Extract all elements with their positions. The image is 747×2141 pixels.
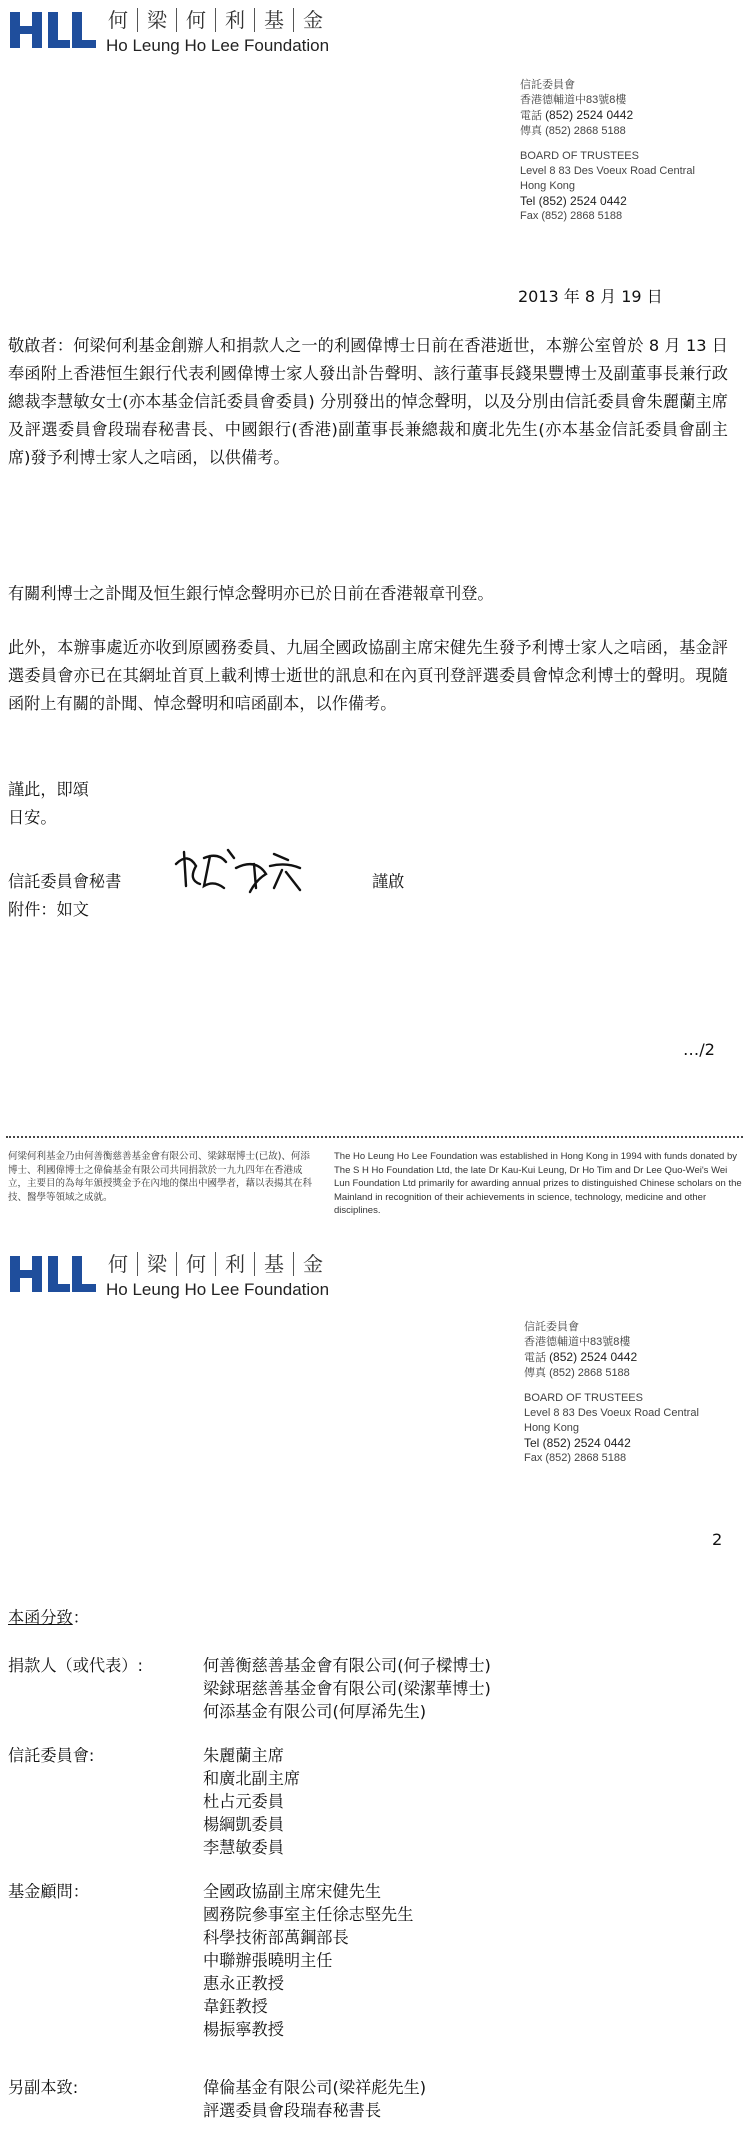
cn-title: 信託委員會 <box>520 79 575 91</box>
en-title: BOARD OF TRUSTEES <box>520 150 639 162</box>
group-copies <box>8 2076 426 2122</box>
foundation-logo-page2 <box>8 1252 332 1300</box>
letter-date: 2013 年 8 月 19 日 <box>518 287 663 306</box>
list-item: 李慧敏委員 <box>203 1838 284 1857</box>
list-item: 梁銶琚慈善基金會有限公司(梁潔華博士) <box>203 1679 491 1698</box>
logo-chinese-name: 何 梁 何 利 基 金 <box>106 8 332 32</box>
list-item: 全國政協副主席宋健先生 <box>203 1882 382 1901</box>
en-fax: Fax (852) 2868 5188 <box>520 210 623 222</box>
list-item: 楊振寧教授 <box>203 2020 284 2039</box>
hlhl-logo-icon <box>8 8 98 56</box>
group-label: 信託委員會: <box>8 1746 95 1765</box>
footer-chinese: 何梁何利基金乃由何善衡慈善基金會有限公司、梁銶琚博士(已故)、何添博士、利國偉博士之偉倫基金有限公司共同捐款於一九九四年在香港成立，主要目的為每年頒授獎金予在內地的傑出中國學者，藉以表揚其在科技、醫學等領域之成就。 <box>8 1151 313 1203</box>
en-line2: Hong Kong <box>520 180 576 192</box>
logo-chinese-name: 何 梁 何 利 基 金 <box>106 1252 332 1276</box>
list-item: 和廣北副主席 <box>203 1769 301 1788</box>
page-divider <box>6 1136 743 1138</box>
sign-off: 謹啟 <box>372 872 405 891</box>
group-items <box>203 1654 491 1723</box>
hlhl-logo-icon <box>8 1252 98 1300</box>
list-item: 何添基金有限公司(何厚浠先生) <box>203 1702 427 1721</box>
list-item: 中聯辦張曉明主任 <box>203 1951 333 1970</box>
group-items <box>203 2076 426 2122</box>
page-number: 2 <box>712 1530 723 1549</box>
paragraph-1: 敬啟者：何梁何利基金創辦人和捐款人之一的利國偉博士日前在香港逝世，本辦公室曾於 8 月 13 日奉函附上香港恒生銀行代表利國偉博士家人發出訃告聲明、該行董事長錢果豐博士及副董事長兼行政總裁李慧敏女士(亦本基金信託委員會委員) 分別發出的悼念聲明，以及分別由信託委員會朱麗蘭主席及評選委員會段瑞春秘書長、中國銀行(香港)副董事長兼總裁和廣北先生(亦本基金信託委員會副主席)發予利博士家人之唁函，以供備考。 <box>8 336 728 467</box>
attachment-note: 附件：如文 <box>8 900 89 919</box>
logo-text <box>106 8 332 56</box>
group-items <box>203 1880 413 2041</box>
list-item: 韋鈺教授 <box>203 1997 268 2016</box>
trustee-address-block <box>520 78 695 224</box>
closing-line-2: 日安。 <box>8 808 57 827</box>
list-item: 何善衡慈善基金會有限公司(何子樑博士) <box>203 1656 491 1675</box>
continued-marker: …/2 <box>683 1040 715 1059</box>
en-tel: Tel (852) 2524 0442 <box>520 194 627 208</box>
cn-address: 香港德輔道中83號8樓 <box>520 94 627 106</box>
paragraph-3: 此外，本辦事處近亦收到原國務委員、九屆全國政協副主席宋健先生發予利博士家人之唁函，基金評選委員會亦已在其網址首頁上載利博士逝世的訊息和在內頁刊登評選委員會悼念利博士的聲明。現隨函附上有關的訃聞、悼念聲明和唁函副本，以作備考。 <box>8 638 728 713</box>
group-items <box>203 1744 300 1859</box>
list-item: 朱麗蘭主席 <box>203 1746 284 1765</box>
cn-fax: 傳真 (852) 2868 5188 <box>520 125 626 137</box>
handwritten-signature <box>170 840 310 896</box>
trustee-address-block-page2: 信託委員會 香港德輔道中83號8樓 電話 (852) 2524 0442 傳真 (852) 2868 5188 BOARD OF TRUSTEES Level 8 83 Des Voeux Road Central Hong Kong Tel (852) 2524 0442 Fax (852) 2868 5188 <box>524 1321 699 1464</box>
foundation-logo <box>8 8 332 56</box>
list-item: 國務院參事室主任徐志堅先生 <box>203 1905 414 1924</box>
list-item: 惠永正教授 <box>203 1974 284 1993</box>
footer-english: The Ho Leung Ho Lee Foundation was established in Hong Kong in 1994 with funds donated by The S H Ho Foundation Ltd, the late Dr Kau-Kui Leung, Dr Ho Tim and Dr Lee Quo-Wei's Wei Lun Foundation Ltd primarily for awarding annual prizes to distinguished Chinese scholars on the Mainland in recognition of their achievements in science, technology, medicine and other disciplines. <box>334 1151 742 1216</box>
group-donors <box>8 1654 491 1723</box>
logo-english-name: Ho Leung Ho Lee Foundation <box>106 1280 330 1299</box>
list-item: 楊綱凱委員 <box>203 1815 284 1834</box>
group-advisors <box>8 1880 413 2041</box>
closing-line-1: 謹此，即頌 <box>8 780 89 799</box>
group-label: 捐款人（或代表）: <box>8 1656 143 1675</box>
paragraph-2: 有關利博士之訃聞及恒生銀行悼念聲明亦已於日前在香港報章刊登。 <box>8 584 494 603</box>
group-label: 另副本致: <box>8 2078 79 2097</box>
list-item: 科學技術部萬鋼部長 <box>203 1928 349 1947</box>
signer-title: 信託委員會秘書 <box>8 872 122 891</box>
distribution-heading: 本函分致： <box>8 1608 89 1627</box>
group-trustees <box>8 1744 300 1859</box>
en-line1: Level 8 83 Des Voeux Road Central <box>520 165 695 177</box>
logo-english-name: Ho Leung Ho Lee Foundation <box>106 36 330 55</box>
list-item: 杜占元委員 <box>203 1792 284 1811</box>
group-label: 基金顧問： <box>8 1882 89 1901</box>
list-item: 偉倫基金有限公司(梁祥彪先生) <box>203 2078 427 2097</box>
list-item: 評選委員會段瑞春秘書長 <box>203 2101 382 2120</box>
cn-tel: 電話 (852) 2524 0442 <box>520 108 634 122</box>
logo-text <box>106 1252 332 1300</box>
